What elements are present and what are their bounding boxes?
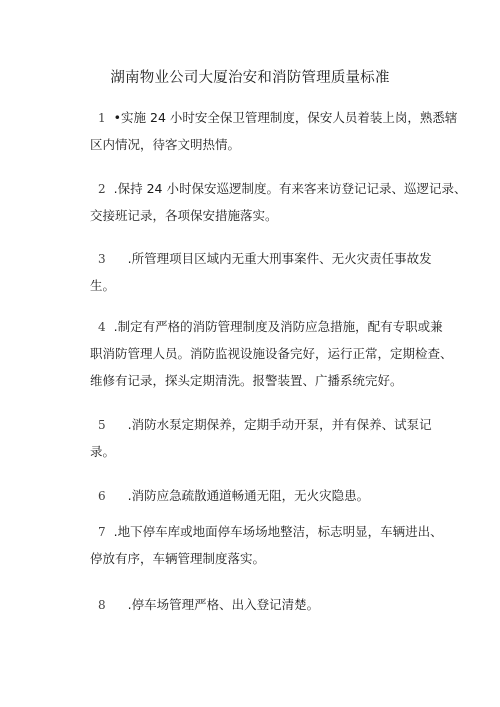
item-1-line-1 <box>98 104 458 131</box>
standard-item-5 <box>90 411 438 465</box>
item-8-number: 8 <box>98 598 106 612</box>
item-7-text-1: .地下停车库或地面停车场场地整洁，标志明显，车辆进出、 <box>113 524 443 539</box>
standard-item-7 <box>90 518 443 572</box>
item-8-text-1: .停车场管理严格、出入登记清楚。 <box>127 597 320 612</box>
standard-item-4 <box>90 313 453 394</box>
item-3-number: 3 <box>98 252 106 266</box>
item-1-number: 1 <box>98 111 106 125</box>
item-4-number: 4 <box>98 320 106 334</box>
item-7-line-2: 停放有序，车辆管理制度落实。 <box>90 551 266 566</box>
standard-item-3 <box>90 245 438 299</box>
document-title: 湖南物业公司大厦治安和消防管理质量标准 <box>110 70 390 86</box>
standard-item-1 <box>90 104 458 158</box>
item-5-line-2: 录。 <box>90 444 116 459</box>
item-2-line-2: 交接班记录，各项保安措施落实。 <box>90 208 278 223</box>
item-4-line-3: 维修有记录，探头定期清洗。报警装置、广播系统完好。 <box>90 373 403 388</box>
standard-item-8 <box>98 591 438 618</box>
item-6-text-1: .消防应急疏散通道畅通无阻，无火灾隐患。 <box>127 488 370 503</box>
item-8-line-1 <box>98 591 438 618</box>
item-7-line-1 <box>98 518 443 545</box>
item-6-number: 6 <box>98 489 106 503</box>
item-1-text-1: •实施 24 小时安全保卫管理制度，保安人员着装上岗，熟悉辖 <box>113 110 458 125</box>
item-7-number: 7 <box>98 525 106 539</box>
item-4-text-1: .制定有严格的消防管理制度及消防应急措施，配有专职或兼 <box>113 319 443 334</box>
item-5-number: 5 <box>98 418 106 432</box>
standard-item-6 <box>98 482 438 509</box>
item-6-line-1 <box>98 482 438 509</box>
item-4-line-1 <box>98 313 443 340</box>
item-4-line-2: 职消防管理人员。消防监视设施设备完好，运行正常，定期检查、 <box>90 346 453 361</box>
item-1-line-2: 区内情况，待客文明热情。 <box>90 137 241 152</box>
item-3-line-1 <box>98 245 438 272</box>
item-3-text-1: .所管理项目区域内无重大刑事案件、无火灾责任事故发 <box>127 251 432 266</box>
item-3-line-2: 生。 <box>90 278 116 293</box>
item-5-text-1: .消防水泵定期保养，定期手动开泵，并有保养、试泵记 <box>127 417 432 432</box>
item-2-number: 2 <box>98 182 106 196</box>
item-2-line-1 <box>98 175 467 202</box>
standard-item-2 <box>90 175 467 229</box>
item-2-text-1: .保持 24 小时保安巡逻制度。有来客来访登记记录、巡逻记录、 <box>113 181 467 196</box>
item-5-line-1 <box>98 411 438 438</box>
